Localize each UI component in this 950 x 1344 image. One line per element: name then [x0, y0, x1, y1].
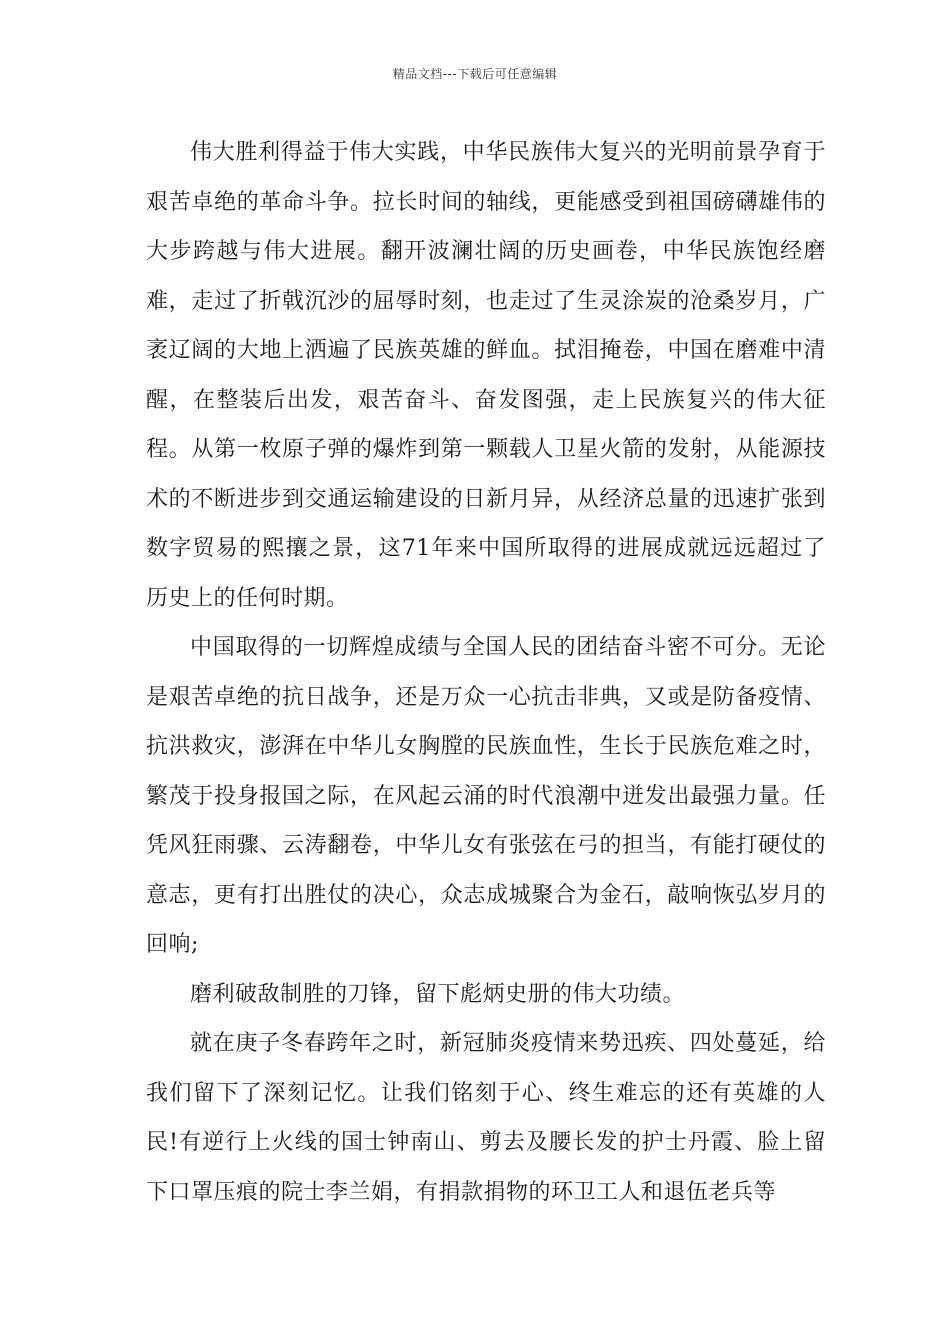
paragraph: 就在庚子冬春跨年之时，新冠肺炎疫情来势迅疾、四处蔓延，给我们留下了深刻记忆。让我们铭刻于心、终生难忘的还有英雄的人民!有逆行上火线的国士钟南山、剪去及腰长发的护士丹霞、脸上留下口罩压痕的院士李兰娟，有捐款捐物的环卫工人和退伍老兵等: [146, 1031, 826, 1205]
page-header: 精品文档---下载后可任意编辑: [392, 67, 558, 81]
document-body: [146, 128, 826, 1217]
paragraph: 伟大胜利得益于伟大实践，中华民族伟大复兴的光明前景孕育于艰苦卓绝的革命斗争。拉长时间的轴线，更能感受到祖国磅礴雄伟的大步跨越与伟大进展。翻开波澜壮阔的历史画卷，中华民族饱经磨难，走过了折戟沉沙的屈辱时刻，也走过了生灵涂炭的沧桑岁月，广袤辽阔的大地上洒遍了民族英雄的鲜血。拭泪掩卷，中国在磨难中清醒，在整装后出发，艰苦奋斗、奋发图强，走上民族复兴的伟大征程。从第一枚原子弹的爆炸到第一颗载人卫星火箭的发射，从能源技术的不断进步到交通运输建设的日新月异，从经济总量的迅速扩张到数字贸易的熙攘之景，这71年来中国所取得的进展成就远远超过了历史上的任何时期。: [146, 140, 826, 611]
paragraph: 中国取得的一切辉煌成绩与全国人民的团结奋斗密不可分。无论是艰苦卓绝的抗日战争，还是万众一心抗击非典，又或是防备疫情、抗洪救灾，澎湃在中华儿女胸膛的民族血性，生长于民族危难之时，繁茂于投身报国之际，在风起云涌的时代浪潮中迸发出最强力量。任凭风狂雨骤、云涛翻卷，中华儿女有张弦在弓的担当，有能打硬仗的意志，更有打出胜仗的决心，众志成城聚合为金石，敲响恢弘岁月的回响;: [146, 635, 826, 957]
paragraph: 磨利破敌制胜的刀锋，留下彪炳史册的伟大功绩。: [190, 981, 686, 1007]
